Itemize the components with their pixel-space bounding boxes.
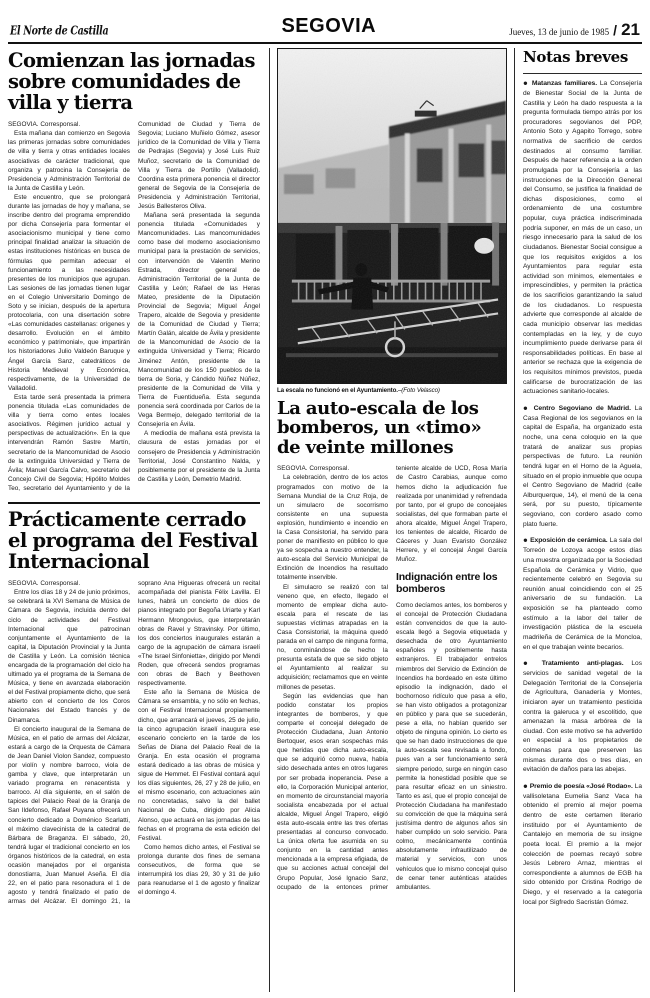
newspaper-logo: El Norte de Castilla bbox=[10, 24, 109, 38]
brief-item bbox=[523, 659, 642, 775]
brief-text bbox=[523, 782, 642, 907]
article-2-paragraph: Este año la Semana de Música de Cámara se ensambla, y no sólo en fechas, con el Festival Internacional propiamente dicho, que arrancará el jueves, 25 de julio, la cinco agrupación israelí inaugura ese escenario concierto en la tarde de los Señas de Diana del Palacio Real de la Granja. En esta ocasión el programa estará dedicado a las obras de música y sigue de Hemmet. El Festival contará aquí los días siguientes, 26, 27 y 28 de julio, en el mismo escenario, con actuaciones aún no concretadas, salvo la del ballet Nacional de Cuba, dirigido por Alicia Alonso, que actuará en las jornadas de las fechas en el programa de esta edición del Festival. bbox=[138, 689, 260, 842]
article-3-headline: La auto-escala de los bomberos, un «timo» de veinte millones bbox=[277, 398, 482, 458]
article-3-paragraph: Como decíamos antes, los bomberos y el concejal de Protección Ciudadana están convencidos de que la auto-escala llegó a Segovia etiquetada y desechada de otro Ayuntamiento españoles y posiblemente hasta extranjeros. El trabajador entrelos miembros del Servicio de Extinción de Incendios ha bordeado en este último episodio la indignación, dado el bochornoso ridículo que pasa a ello, se han visto obligados a protagonizar en público y para que se sucederán, pese a ella, no habían querido ser objeto de ninguna opinión. Lo cierto es que se han dado instrucciones de que la auto-escala sea revisada a fondo, pues van a ser funcionamiento será siempre periodo, surge en ningún caso permite la honestidad posible que se para resultar eficaz en un siniestro. Tanto es así, que el propio concejal de Protección Ciudadana ha manifestado su convicción de que la máquina será justísima dentro de algunos años sin haber cumplido un solo servicio. Para colmo, mecánicamente continúa absolutamente infrautilizado de material y servicios, con unos vehículos que lo mismo concejal quiso de cenar tener auténticas ataúdes ambulantes. bbox=[396, 601, 507, 891]
brief-text bbox=[523, 659, 642, 775]
section-title: SEGOVIA bbox=[281, 15, 377, 37]
left-column bbox=[8, 48, 266, 992]
brief-text bbox=[523, 79, 642, 397]
article-2-dateline: SEGOVIA. Corresponsal. bbox=[8, 580, 81, 588]
slash-separator: / bbox=[613, 22, 618, 38]
article-1-body bbox=[8, 120, 260, 493]
article-1-paragraph: Mañana será presentada la segunda ponencia titulada «Comunidades y Mancomunidades. Las mancomunidades como base del moderno asociacionismo municipal para la prestación de servicios, con intervención de Valentín Merino Estrada, director general de Administración Territorial de la Junta de Castilla y León; Rafael de las Heras Mateo, presidente de la Diputación Provincial de Segovia; Miguel Ángel Trapero, alcalde de Segovia y presidente de la Comunidad de Ciudad y Tierra; Martín Galán, alcalde de Ávila y presidente de la Mancomunidad de Asocio de la extinguida Universidad y Tierra; Ricardo Jiménez Antón, presidente de la Mancomunidad de los 150 pueblos de la tierra de Soria, y Cándido Núñez Núñez, presidente de la Comunidad de Villa y Tierra de Fuentidueña. Esta segunda ponencia será coordinada por Carlos de la Vega Bermejo, delegado territorial de la Consejería en Ávila. bbox=[138, 212, 260, 429]
article-1-paragraph: Esta mañana dan comienzo en Segovia las primeras jornadas sobre comunidades de villa y tierra y otras entidades locales asociativas de carácter tradicional, que organiza y patrocina la Consejería de Presidencia y Administración Territorial de la Junta de Castilla y León. bbox=[8, 130, 130, 192]
photo-credit: –(Foto Velasco) bbox=[397, 387, 440, 394]
column-separator bbox=[269, 48, 270, 992]
bullet-icon: ● bbox=[523, 535, 529, 545]
brief-item bbox=[523, 404, 642, 529]
brief-text bbox=[523, 404, 642, 529]
bullet-icon: ● bbox=[523, 403, 530, 413]
article-2-paragraph: El concierto inaugural de la Semana de Música, en el patio de armas del Alcázar, estará a cargo de la Orquesta de Cámara de Jean Daniel Violon Sandez, compuesto por violín y nombre barroco, viola de gamba y clave, que interpretarán un variado programa en renacentista y barroco. Al día siguiente, en el salón de tapices del Palacio Real de la Granja de San Ildefonso, Rafael Puyana ofrecerá un concierto dedicado a Doménico Scarlatti, el máximo clavecinista de la catedral de Bárbara de Braganza. El sábado, 20, tendrá lugar el tradicional concierto en los órganos históricos de la catedral, en esta ocasión manejados por el organista donostiarra, Juan Manuel Aseña. El día 22, en el patio para resonadura el 1 de agosto y tendrá finalizado el patio de armas del Alcázar. El domingo 21, la soprano Ana Higueras ofrecerá un recital acompañada del pianista Félix Lavilla. El lunes, habrá un concierto de dúos de pianos integrado por Begoña Uriarte y Karl Hermann Mrongovius, que interpretarán obras de Ravel y Stravinsky. Por último, los dos conciertos inaugurales estarán a cargo de la agrupación de cámara israelí «The Israel Sinfonietta», dirigido por Mendi Roden, que ofrecerá sendos programas con obras de Bach y Beethoven respectivamente. bbox=[8, 580, 260, 906]
content-grid bbox=[8, 48, 642, 992]
article-1-paragraph: A mediodía de mañana está prevista la clausura de estas jornadas por el consejero de Presidencia y Administración Territorial, José Constantino Nalda, y posiblemente por el presidente de la Junta de Castilla y León, Demetrio Madrid. bbox=[138, 430, 260, 483]
article-2-paragraph: Entre los días 18 y 24 de junio próximos, se celebrará la XVI Semana de Música de Cámara de Segovia, incluida dentro del ciclo de actividades del Festival Internacional que patrocinan conjuntamente el Ayuntamiento de la capital, la Diputación Provincial y la Junta de Castilla y León. La comisión técnica encargada de la programación del ciclo ha ultimado ya el programa de la Semana de Música, y tiene en avanzada elaboración el del Festival propiamente dicho, que será abierto con el concierto de los Coros Nacionales del Estado francés y de Dinamarca. bbox=[8, 589, 130, 724]
brief-body: La Consejería de Bienestar Social de la Junta de Castilla y León ha dado respuesta a la pregunta formulada tiempo atrás por los procuradores segovianos del PDP, Antonio Soto y Agapito Torrego, sobre normativa de sacrificio de cerdos destinados al consumo familiar. Después de hacer referencia a la orden promulgada por la Consejería a las instrucciones de la Dirección General del Consumo, se justifica la finalidad de dichas disposiciones, como el ordenamiento de una costumbre popular, cuya práctica indiscriminada podría suponer, en más de un caso, un riesgo innecesario para la salud de los ciudadanos. Bienestar Social consigue a que los requisitos exigidos a los Ayuntamientos para regular esta actividad son mínimos, elementales e imprescindibles, y permiten la práctica de los sacrificios garantizando la salud de los ciudadanos. Lo respuesta advierte que corresponde al alcalde de cada municipio observar las medidas contempladas en la ley, y de cuyo incumplimiento puede derivarse para él responsabilidades políticas. En base al anterior se rechaza que la exigencia de los requisitos mínimos previstos, pueda calificarse de burocratización de las actuaciones sanitario-locales. bbox=[523, 80, 642, 396]
publication-date: Jueves, 13 de junio de 1985 bbox=[509, 27, 610, 37]
article-3-subheading: Indignación entre los bomberos bbox=[396, 571, 498, 596]
brief-text bbox=[523, 536, 642, 652]
brief-lead-in: Matanzas familiares. bbox=[531, 80, 597, 87]
news-photo bbox=[277, 48, 507, 384]
brief-lead-in: Exposición de cerámica. bbox=[530, 537, 608, 545]
article-3-body bbox=[277, 464, 507, 892]
photo-caption bbox=[277, 387, 507, 394]
article-1-dateline: SEGOVIA. Corresponsal. bbox=[8, 121, 81, 129]
brief-lead-in: Centro Segoviano de Madrid. bbox=[533, 404, 631, 412]
page-number: 21 bbox=[621, 20, 640, 39]
article-divider bbox=[8, 502, 260, 504]
article-2-body bbox=[8, 579, 260, 906]
article-1-headline: Comienzan las jornadas sobre comunidades de villa y tierra bbox=[8, 49, 255, 115]
article-3-paragraph: Según las evidencias que han podido constatar los propios integrantes de bomberos, y que comparte el concejal delegado de Protección Ciudadana, Juan Antonio Bertoquer, esos eran sospechas más que heridas que dicha auto-escala, que se adquirió como nueva, había sido desechada antes en otros lugares por ser probada inoperancia. Pese a ello, la Corporación Municipal anterior, en momento de circunstancial mayoría socialista encabezada por el actual alcalde, Miguel Ángel Trapero, eligió esta auto-escala entre las tres ofertas presentadas al concurso convocado. La única oferta fue asumida en su conjunto en la cantidad antes mencionada a la empresa efigiada, de que su acciones actual concejal del Grupo Popular, José Ignacio Sanz, ocupado de la entonces primer teniente alcalde de UCD, Rosa María de Castro Carabias, aunque como hemos dicho la adjudicación fue realizada por unanimidad y refrendada por tanto, por el grupo de concejales socialistas, del que formaban parte el ahora alcalde, Miguel Ángel Trapero, los tenientes de alcalde, Ricardo de Cáceres y Juan Evaristo González Herrere, y el concejal Ángel García Muñoz. bbox=[277, 465, 507, 891]
photo-caption-text: La escala no funcionó en el Ayuntamiento. bbox=[277, 387, 398, 394]
article-1-paragraph: Este encuentro, que se prolongará durante las jornadas de hoy y mañana, se inscribe dentro del programa emprendido por dicha Consejería para formentar el asociacionismo municipal y tiene como principal finalidad analizar la situación de estas instituciones históricas en busca de fórmulas que permitan adecuar el funcionamiento a las necesidades presentes de los municipios que agrupan. Las sesiones de las jornadas tienen lugar en el Colegio Universitario Domingo de Soto y se inician, después de la apertura protocolaria, con una disertación sobre «Las comunidades castellanas: orígenes y desarrollo. Evolución en el ámbito económico y patrimonial», que impartirán los historiadores Julio Valdeón Baruque y Ángel García Sanz, catedráticos de Historia Medieval y Económica, respectivamente, de la Universidad de Valladolid. bbox=[8, 193, 130, 392]
article-3-paragraph: El simulacro se realizó con tal veneno que, en efecto, llegado el momento de emplear dicha auto-escala para el rescate de las supuestas víctimas atrapadas en la Casa Consistorial, la máquina quedó parada en el campo de ninguna forma, no, conminándose de hecho la presunta estafa de que se sido objeto el Ayuntamiento al realizar su adquisición; reclamamos que en veinte millones de pesetas. bbox=[277, 583, 388, 691]
bullet-icon: ● bbox=[523, 781, 528, 791]
brief-body: La Casa Regional de los segovianos en la capital de España, ha organizado esta noche, una cena coloquio en la que tratará de analizar sus propias perspectivas de futuro. La reunión tendrá lugar en el Horno de la Aguela, situado en el propio inmueble que ocupa el Centro Segoviano de Madrid (calle Alburquerque, 14), el menú de la cena será, por su puesto, típicamente segoviano, con cordero asado como plato fuerte. bbox=[523, 404, 642, 528]
brief-item bbox=[523, 79, 642, 397]
bullet-icon: ● bbox=[523, 658, 534, 668]
article-1-paragraph: Esta tarde será presentada la primera ponencia titulada «Las comunidades de villa y tierra como entes locales asociativos. Régimen jurídico actual y perspectivas de actualización». En la que intervendrán Ramón Sastre Martín, secretario de la Mancomunidad de Asocio de la extinguida Universidad y Tierra de Ávila; Manuel García Calvo, secretario del Concejo Civil de Segovia; Hipólito Moldes Teo, secretario del Ayuntamiento y de la Comunidad de Ciudad y Tierra de Segovia; Luciano Muñielo Gómez, asesor jurídico de la Comunidad de Villa y Tierra de Pedrajas (Segovia) y José Luis Ruiz Muñoz, secretario de la Comunidad de Villa y Tierra de Portillo (Valladolid). Coordina esta primera ponencia el director general de Segovia de la Consejería de Presidencia y Administración Territorial, Jesús Ballesteros Oliva. bbox=[8, 121, 260, 492]
briefs-divider bbox=[523, 73, 642, 74]
article-2-headline: Prácticamente cerrado el programa del Festival Internacional bbox=[8, 507, 258, 574]
brief-body: La sala del Torreón de Lozoya acoge estos días una muestra organizada por la Sociedad Española de Cerámica y Vidrio, que recientemente celebró en Segovia su reunión anual coincidiendo con el 25 aniversario de su fundación. La exposición se ha planteado como estímulo a la labor del taller de investigación plástica de la escuela madrileña de Cerámica de la Moncloa, en el que trabajan veinte becarios. bbox=[523, 537, 642, 651]
bullet-icon: ● bbox=[523, 78, 529, 88]
brief-body: Los servicios de sanidad vegetal de la Delegación Territorial de la Consejería de Agricultura, Ganadería y Montes, iniciaron ayer un tratamiento pesticida contra la galeruca y el escolítido, que amenazan la masa arbórea de la ciudad. Con este motivo se ha advertido en especial a los propietarios de colmenas para que preserven las mismas durante dos o tres días, en evitación de daños para las abejas. bbox=[523, 660, 642, 774]
column-separator bbox=[514, 48, 515, 992]
right-column bbox=[518, 48, 642, 992]
article-2-paragraph: Como hemos dicho antes, el Festival se prolonga durante dos fines de semana consecutivos, de forma que se interrumpirá los días 29, 30 y 31 de julio para reanudarse el 1 de agosto y finalizar el domingo 4. bbox=[138, 843, 260, 897]
masthead bbox=[8, 16, 642, 40]
brief-lead-in: Premio de poesía «José Rodao». bbox=[529, 782, 633, 790]
brief-item bbox=[523, 782, 642, 907]
middle-column bbox=[273, 48, 511, 992]
article-3-paragraph: La celebración, dentro de los actos programados con motivo de la Semana Mundial de la Cruz Roja, de un simulacro de socorrismo consistente en una supuesta explosión, hundimiento e incendio en la Casa Consistorial, ha servido para poner de manifiesto en público lo que ya se sospecha a nuestro entender, la auto-escala del Servicio Municipal de Extinción de Incendios ha resultado totalmente inservible. bbox=[277, 474, 388, 582]
briefs-section-title: Notas breves bbox=[523, 48, 629, 66]
masthead-divider bbox=[8, 42, 642, 44]
brief-item bbox=[523, 536, 642, 652]
brief-lead-in: Tratamiento anti-plagas. bbox=[541, 660, 624, 668]
fire-ladder-photo-illustration bbox=[278, 49, 506, 383]
brief-body: La vallisoletana Eumelia Sanz Vaca ha obtenido el premio al mejor poema dentro de este certamen literario instituido por el Ayuntamiento de Cantalejo en memoria de su insigne poeta local. El premio a la mejor colección de poemas recayó sobre Jesús Lebrero Arnaz, mientras el correspondiente a alumnos de EGB ha sido obtenido por Cristina Rodrigo de Diego, y el reservado a la categoría local por Sigfredo Sacristán Gómez. bbox=[523, 782, 643, 906]
date-and-page bbox=[509, 21, 640, 38]
article-3-dateline: SEGOVIA. Corresponsal. bbox=[277, 465, 350, 473]
newspaper-page bbox=[8, 16, 642, 992]
